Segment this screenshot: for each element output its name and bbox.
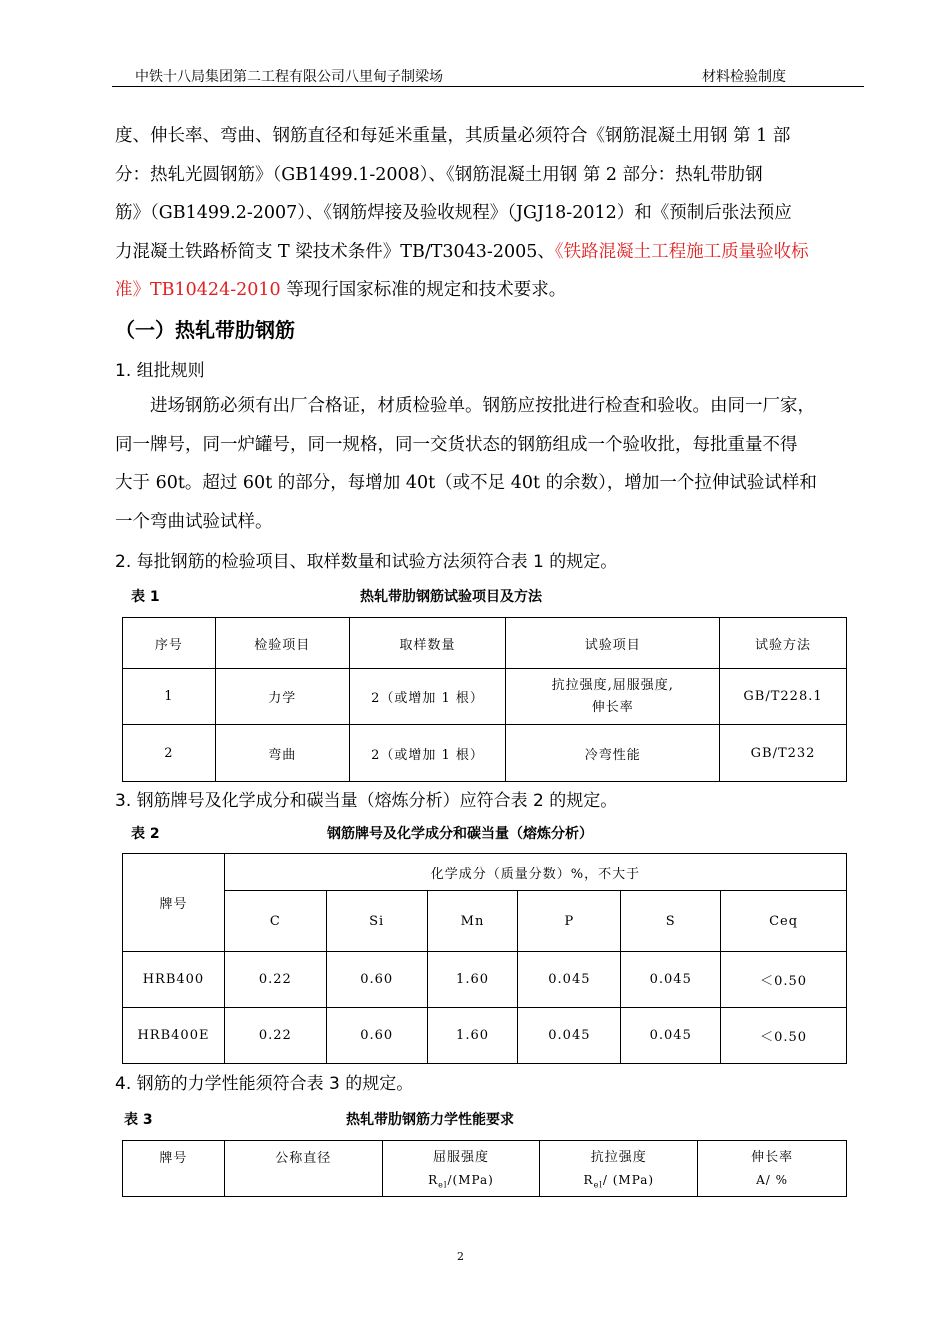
cell-line: 抗拉强度,屈服强度, [551,677,674,693]
item1-paragraph [115,387,865,541]
item1-line: 大于 60t。超过 60t 的部分，每增加 40t（或不足 40t 的余数），增加一个拉伸试验试样和 [115,473,817,494]
table2 [122,853,847,1064]
header-left: 中铁十八局集团第二工程有限公司八里甸子制梁场 [135,69,443,85]
table2-caption: 钢筋牌号及化学成分和碳当量（熔炼分析） [327,826,593,842]
intro-line: 筋》（GB1499.2-2007）、《钢筋焊接及验收规程》（JGJ18-2012）和《预制后张法预应 [115,203,792,224]
header-cell: 试验方法 [720,618,847,669]
table-cell: HRB400 [123,952,225,1008]
table-header-row [123,1141,847,1197]
header-unit [540,1169,697,1196]
header-cell: 取样数量 [349,618,506,669]
header-title: 屈服强度 [432,1150,489,1165]
table-cell: 0.045 [621,952,721,1008]
table-row [123,1008,847,1064]
header-cell: 牌号 [123,1141,225,1197]
intro-line: 分：热轧光圆钢筋》（GB1499.1-2008）、《钢筋混凝土用钢 第 2 部分：热轧带肋钢 [115,164,763,185]
header-right: 材料检验制度 [702,69,786,85]
table1-label: 表 1 [131,589,160,605]
header-cell [540,1141,698,1197]
unit-subscript: el [593,1180,603,1190]
table3-label: 表 3 [124,1112,153,1128]
header-unit: A/ % [756,1173,789,1187]
table-cell: GB/T232 [720,725,847,782]
header-unit [383,1169,540,1196]
header-cell [698,1141,847,1197]
table3 [122,1140,847,1197]
intro-line [115,271,865,310]
table-cell: 冷弯性能 [506,725,720,782]
table-cell: 1 [123,669,216,725]
table-cell: 0.045 [621,1008,721,1064]
table1 [122,617,847,782]
header-cell: P [518,891,621,952]
table-cell: 0.045 [518,1008,621,1064]
header-cell: Mn [427,891,518,952]
table-header-row [123,891,847,952]
unit-tail: / (MPa) [602,1173,655,1187]
item2-title: 2. 每批钢筋的检验项目、取样数量和试验方法须符合表 1 的规定。 [115,552,618,572]
unit-symbol: R [583,1173,594,1187]
header-cell: 公称直径 [224,1141,382,1197]
page-number: 2 [457,1250,464,1263]
table-cell: 0.045 [518,952,621,1008]
intro-line [115,233,865,272]
header-cell: 试验项目 [506,618,720,669]
item4-title: 4. 钢筋的力学性能须符合表 3 的规定。 [115,1074,414,1094]
item1-line: 同一牌号，同一炉罐号，同一规格，同一交货状态的钢筋组成一个验收批，每批重量不得 [115,434,798,455]
section-title: （一）热轧带肋钢筋 [115,318,295,342]
table-cell: 0.60 [326,1008,427,1064]
header-cell: S [621,891,721,952]
unit-subscript: el [438,1180,448,1190]
table-header-row [123,618,847,669]
table-cell: 2（或增加 1 根） [349,669,506,725]
item1-line: 进场钢筋必须有出厂合格证，材质检验单。钢筋应按批进行检查和验收。由同一厂家， [150,396,815,416]
table-cell: 0.22 [224,952,326,1008]
header-title: 抗拉强度 [590,1150,647,1165]
header-cell: Si [326,891,427,952]
table-cell: GB/T228.1 [720,669,847,725]
table3-caption: 热轧带肋钢筋力学性能要求 [346,1112,514,1128]
header-cell: 牌号 [123,854,225,952]
cell-line: 伸长率 [591,699,634,715]
table2-label: 表 2 [131,826,160,842]
item1-title: 1. 组批规则 [115,361,205,381]
header-rule [112,86,864,87]
table-cell: 1.60 [427,952,518,1008]
table-cell: 弯曲 [215,725,349,782]
intro-line: 度、伸长率、弯曲、钢筋直径和每延米重量，其质量必须符合《钢筋混凝土用钢 第 1 部 [115,126,791,146]
header-cell: 序号 [123,618,216,669]
unit-symbol: R [428,1173,439,1187]
intro-text: 力混凝土铁路桥简支 T 梁技术条件》TB/T3043-2005、 [115,241,555,262]
table-header-row [123,854,847,891]
table-cell: 0.22 [224,1008,326,1064]
table-cell: ＜0.50 [721,952,847,1008]
table-row [123,952,847,1008]
header-cell: Ceq [721,891,847,952]
table-row [123,669,847,725]
intro-paragraph [115,117,865,310]
header-cell [382,1141,540,1197]
table-cell: 1.60 [427,1008,518,1064]
intro-text: 等现行国家标准的规定和技术要求。 [280,280,567,301]
table1-caption: 热轧带肋钢筋试验项目及方法 [360,589,542,605]
header-cell: 化学成分（质量分数）%，不大于 [224,854,846,891]
unit-tail: /(MPa) [447,1173,494,1187]
header-cell: C [224,891,326,952]
standard-reference-red: 准》TB10424-2010 [115,280,281,301]
table-row [123,725,847,782]
table-cell: ＜0.50 [721,1008,847,1064]
table-cell: 2 [123,725,216,782]
standard-reference-red: 《铁路混凝土工程施工质量验收标 [554,241,809,262]
table-cell: 2（或增加 1 根） [349,725,506,782]
table-cell: 0.60 [326,952,427,1008]
table-cell: 力学 [215,669,349,725]
header-title: 伸长率 [751,1150,794,1165]
table-cell: HRB400E [123,1008,225,1064]
item3-title: 3. 钢筋牌号及化学成分和碳当量（熔炼分析）应符合表 2 的规定。 [115,791,618,811]
item1-line: 一个弯曲试验试样。 [115,511,273,532]
table-cell [506,669,720,725]
header-cell: 检验项目 [215,618,349,669]
